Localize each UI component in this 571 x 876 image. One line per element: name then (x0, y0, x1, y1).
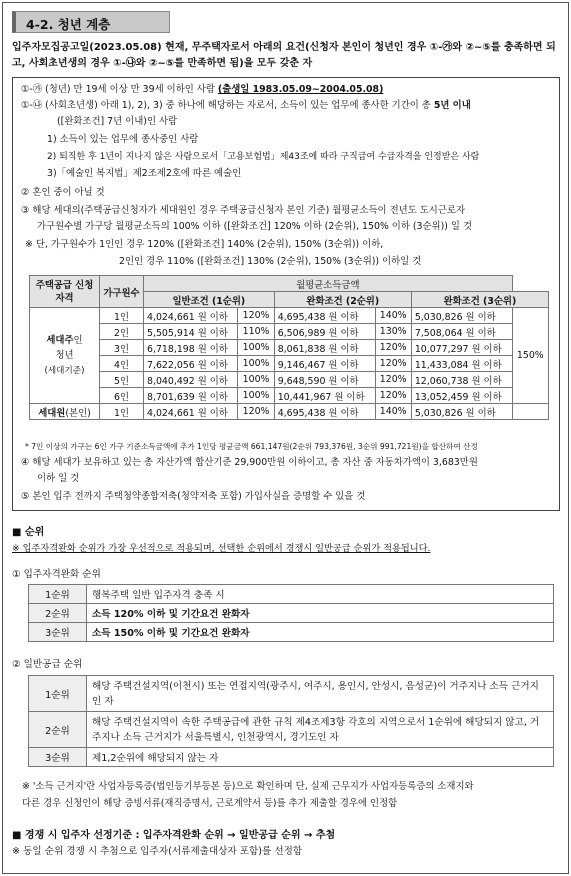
table-row: 3인 6,718,198 원 이하 100% 8,061,838 원 이하 120% 10,077,297 원 이하 (30, 340, 549, 356)
table-row: 2인 5,505,914 원 이하 110% 6,506,989 원 이하 130% 7,508,064 원 이하 (30, 324, 549, 340)
req-savings: ⑤ 본인 입주 전까지 주택청약종합저축(청약저축 포함) 가입사실을 증명할 수 있을 것 (21, 491, 366, 502)
section-title: 4-2. 청년 계층 (12, 11, 170, 33)
general-title: ② 일반공급 순위 (12, 659, 83, 670)
income-table (29, 275, 549, 420)
req-youth: ①-㉮ (청년) 만 19세 이상 만 39세 이하인 사람 (출생일 1983.05.09~2004.05.08) (21, 84, 384, 95)
table-row: 세대원(본인) 1인 4,024,661 원 이하 120% 4,695,438 원 이하 140% 5,030,826 원 이하 (30, 404, 549, 420)
table-row: 3순위 제1,2순위에 해당되지 않는 자 (29, 748, 554, 767)
selection-note: ※ 동일 순위 경쟁 시 추첨으로 입주자(서류제출대상자 포함)를 선정함 (12, 846, 303, 857)
col-relax3: 완화조건 (3순위) (411, 292, 548, 308)
table-row: 3순위 소득 150% 이하 및 기간요건 완화자 (29, 623, 554, 642)
col-type: 주택공급 신청자격 (30, 276, 100, 308)
table-row: 6인 8,701,639 원 이하 100% 10,441,967 원 이하 120% 13,052,459 원 이하 (30, 388, 549, 404)
req-starter-cont: ([완화조건] 7년 이내)인 사람 (57, 116, 178, 127)
req-starter: ①-㉯ (사회초년생) 아래 1), 2), 3) 중 하나에 해당하는 자로서, 소득이 있는 업무에 종사한 기간이 총 5년 이내 (21, 100, 471, 111)
income-base-note-a: ※ '소득 근거지'란 사업자등록증(법인등기부등본 등)으로 확인하며 단, 실제 근무지가 사업자등록증의 소재지와 (22, 781, 474, 792)
req-income-d: 2인인 경우 110% ([완화조건] 130% (2순위), 150% (3순위)) 이하일 것 (119, 256, 422, 267)
table-row: 2순위 해당 주택건설지역이 속한 주택공급에 관한 규칙 제4조제3항 각호의 지역으로서 1순위에 해당되지 않고, 거주지나 소득 근거지가 서울특별시, 인천광역시, 경기도인 자 (29, 712, 554, 748)
order-head: ■ 순위 (12, 527, 45, 538)
col-monthly: 월평균소득금액 (144, 276, 513, 292)
req-income-a: ③ 해당 세대의(주택공급신청자가 세대원인 경우 주택공급신청자 본인 기준) 월평균소득이 전년도 도시근로자 (21, 205, 465, 216)
req-income-b: 가구원수별 가구당 월평균소득의 100% 이하 ([완화조건] 120% 이하 (2순위), 150% 이하 (3순위)) 일 것 (37, 221, 473, 232)
general-table (28, 675, 554, 767)
req-assets-a: ④ 해당 세대가 보유하고 있는 총 자산가액 합산기준 29,900만원 이하이고, 총 자산 중 자동차가액이 3,683만원 (21, 457, 478, 468)
note-7-person: * 7인 이상의 가구는 6인 가구 기준소득금액에 추가 1인당 평균금액 661,147원(2순위 793,376원, 3순위 991,721원)을 합산하여 산정 (25, 442, 478, 451)
col-members: 가구원수 (100, 276, 144, 308)
relax-title: ① 입주자격완화 순위 (12, 569, 101, 580)
req-sub-2: 2) 퇴직한 후 1년이 지나지 않은 사람으로서「고용보험법」제43조에 따라 구직급여 수급자격을 인정받은 사람 (47, 152, 480, 162)
table-row: 1순위 행복주택 일반 입주자격 충족 시 (29, 585, 554, 604)
col-relax2: 완화조건 (2순위) (274, 292, 411, 308)
relax-table (28, 584, 554, 642)
table-row: 세대주인 청년 (세대기준) 1인 4,024,661 원 이하 120% 4,695,438 원 이하 140% 5,030,826 원 이하 150% (30, 308, 549, 324)
income-base-note-b: 다른 경우 신청인이 해당 증빙서류(재직증명서, 근로계약서 등)를 추가 제출할 경우에 인정함 (22, 798, 398, 809)
requirements-box (12, 77, 560, 511)
table-row: 1순위 해당 주택건설지역(이천시) 또는 연접지역(광주시, 여주시, 용인시, 안성시, 음성군)이 거주지나 소득 근거지인 자 (29, 676, 554, 712)
group-member-label: 세대원(본인) (30, 404, 100, 420)
group-head-label: 세대주인 청년 (세대기준) (30, 308, 100, 404)
table-row: 5인 8,040,492 원 이하 100% 9,648,590 원 이하 120% 12,060,738 원 이하 (30, 372, 549, 388)
selection-head: ■ 경쟁 시 입주자 선정기준 : 입주자격완화 순위 → 일반공급 순위 → 추첨 (12, 830, 336, 841)
req-income-c: ※ 단, 가구원수가 1인인 경우 120% ([완화조건] 140% (2순위), 150% (3순위)) 이하, (25, 239, 384, 250)
req-assets-b: 이하 일 것 (37, 473, 80, 484)
r3-pct: 150% (512, 308, 548, 404)
req-sub-1: 1) 소득이 있는 업무에 종사중인 사람 (47, 134, 199, 145)
intro-text: 입주자모집공고일(2023.05.08) 현재, 무주택자로서 아래의 요건(신청자 본인이 청년인 경우 ①-㉮와 ②~⑤를 충족하면 되고, 사회초년생의 경우 ①-㉯와 ②~⑤를 만족하면 됨)을 모두 갖춘 자 (12, 42, 556, 69)
order-note: ※ 입주자격완화 순위가 가장 우선적으로 적용되며, 선택한 순위에서 경쟁시 일반공급 순위가 적용됩니다. (12, 543, 431, 554)
table-row: 4인 7,622,056 원 이하 100% 9,146,467 원 이하 120% 11,433,084 원 이하 (30, 356, 549, 372)
col-general: 일반조건 (1순위) (144, 292, 275, 308)
req-sub-3: 3)「예술인 복지법」제2조제2호에 따른 예술인 (47, 168, 242, 179)
table-row: 2순위 소득 120% 이하 및 기간요건 완화자 (29, 604, 554, 623)
req-unmarried: ② 혼인 중이 아닐 것 (21, 187, 105, 198)
